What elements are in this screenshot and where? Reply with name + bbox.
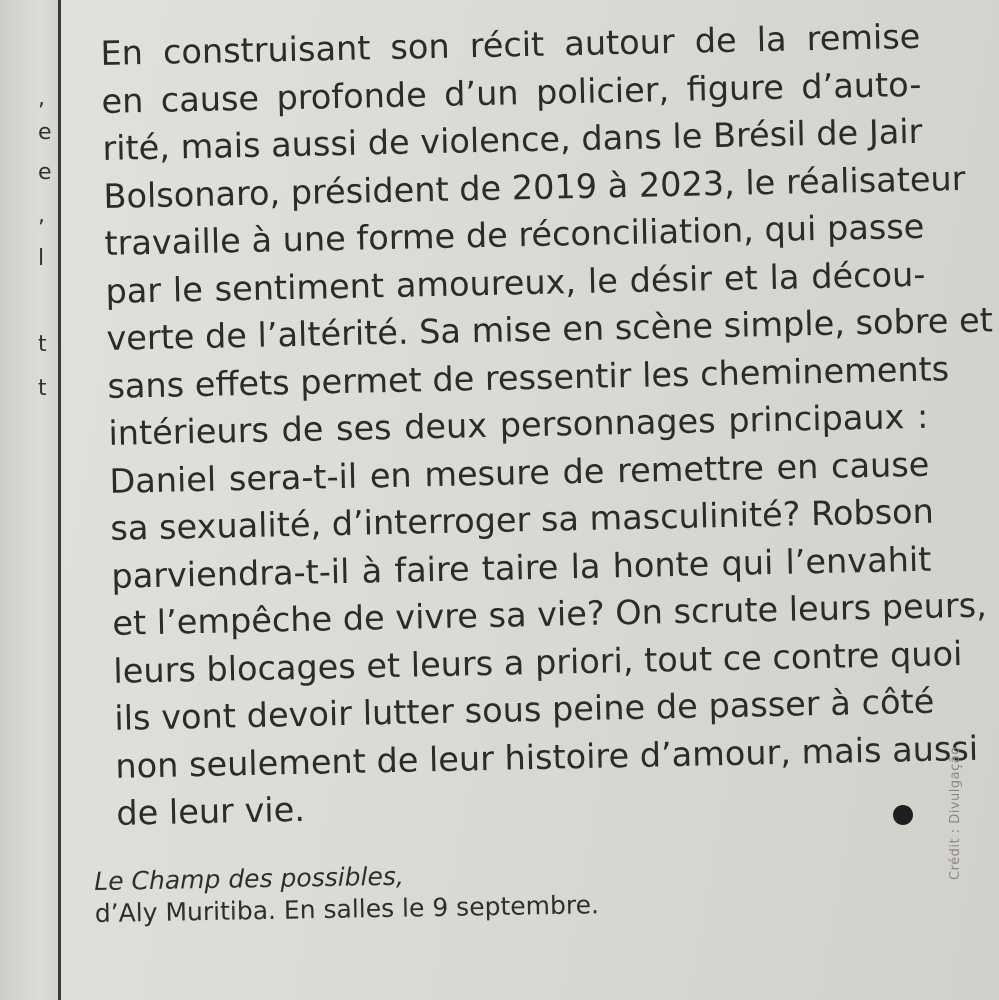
article-line: sa sexualité, d’interroger sa masculinité? Robson	[110, 491, 935, 548]
gutter-fragment: ,	[38, 203, 45, 228]
adjacent-column-edge	[0, 0, 61, 1000]
gutter-fragment: l	[38, 246, 45, 271]
article-line: et l’empêche de vivre sa vie? On scrute leurs peurs,	[112, 585, 988, 643]
gutter-fragment: ,	[38, 86, 45, 111]
article-line: non seulement de leur histoire d’amour, mais aussi	[115, 728, 979, 786]
film-details: d’Aly Muritiba. En salles le 9 septembre.	[94, 890, 600, 928]
article-line: de leur vie.	[116, 789, 306, 833]
gutter-fragment: e	[38, 160, 52, 185]
article-line: sans effets permet de ressentir les cheminements	[107, 348, 950, 406]
film-credit	[94, 857, 599, 930]
article-line: parviendra-t-il à faire taire la honte qui l’envahit	[111, 539, 932, 596]
gutter-fragment: e	[38, 120, 52, 145]
article-line: par le sentiment amoureux, le désir et la décou-	[105, 254, 926, 311]
photo-credit: Crédit : Divulgação	[948, 746, 963, 880]
article-line: Bolsonaro, président de 2019 à 2023, le réalisateur	[103, 158, 966, 216]
article-line: en cause profonde d’un policier, figure d’auto-	[101, 64, 922, 121]
gutter-fragment: t	[38, 332, 47, 357]
gutter-fragment: t	[38, 376, 47, 401]
article-line: travaille à une forme de réconciliation, qui passe	[104, 206, 925, 263]
article-line: rité, mais aussi de violence, dans le Brésil de Jair	[102, 111, 923, 168]
article-line: verte de l’altérité. Sa mise en scène simple, sobre et	[106, 300, 994, 358]
end-of-article-bullet	[893, 805, 913, 825]
article-line: leurs blocages et leurs a priori, tout ce contre quoi	[113, 633, 963, 691]
film-title: Le Champ des possibles,	[94, 861, 405, 896]
article-line: Daniel sera-t-il en mesure de remettre en cause	[109, 444, 930, 501]
article-line: ils vont devoir lutter sous peine de passer à côté	[114, 681, 935, 738]
article-line: En construisant son récit autour de la remise	[100, 16, 921, 73]
article-line: intérieurs de ses deux personnages principaux :	[108, 396, 929, 453]
